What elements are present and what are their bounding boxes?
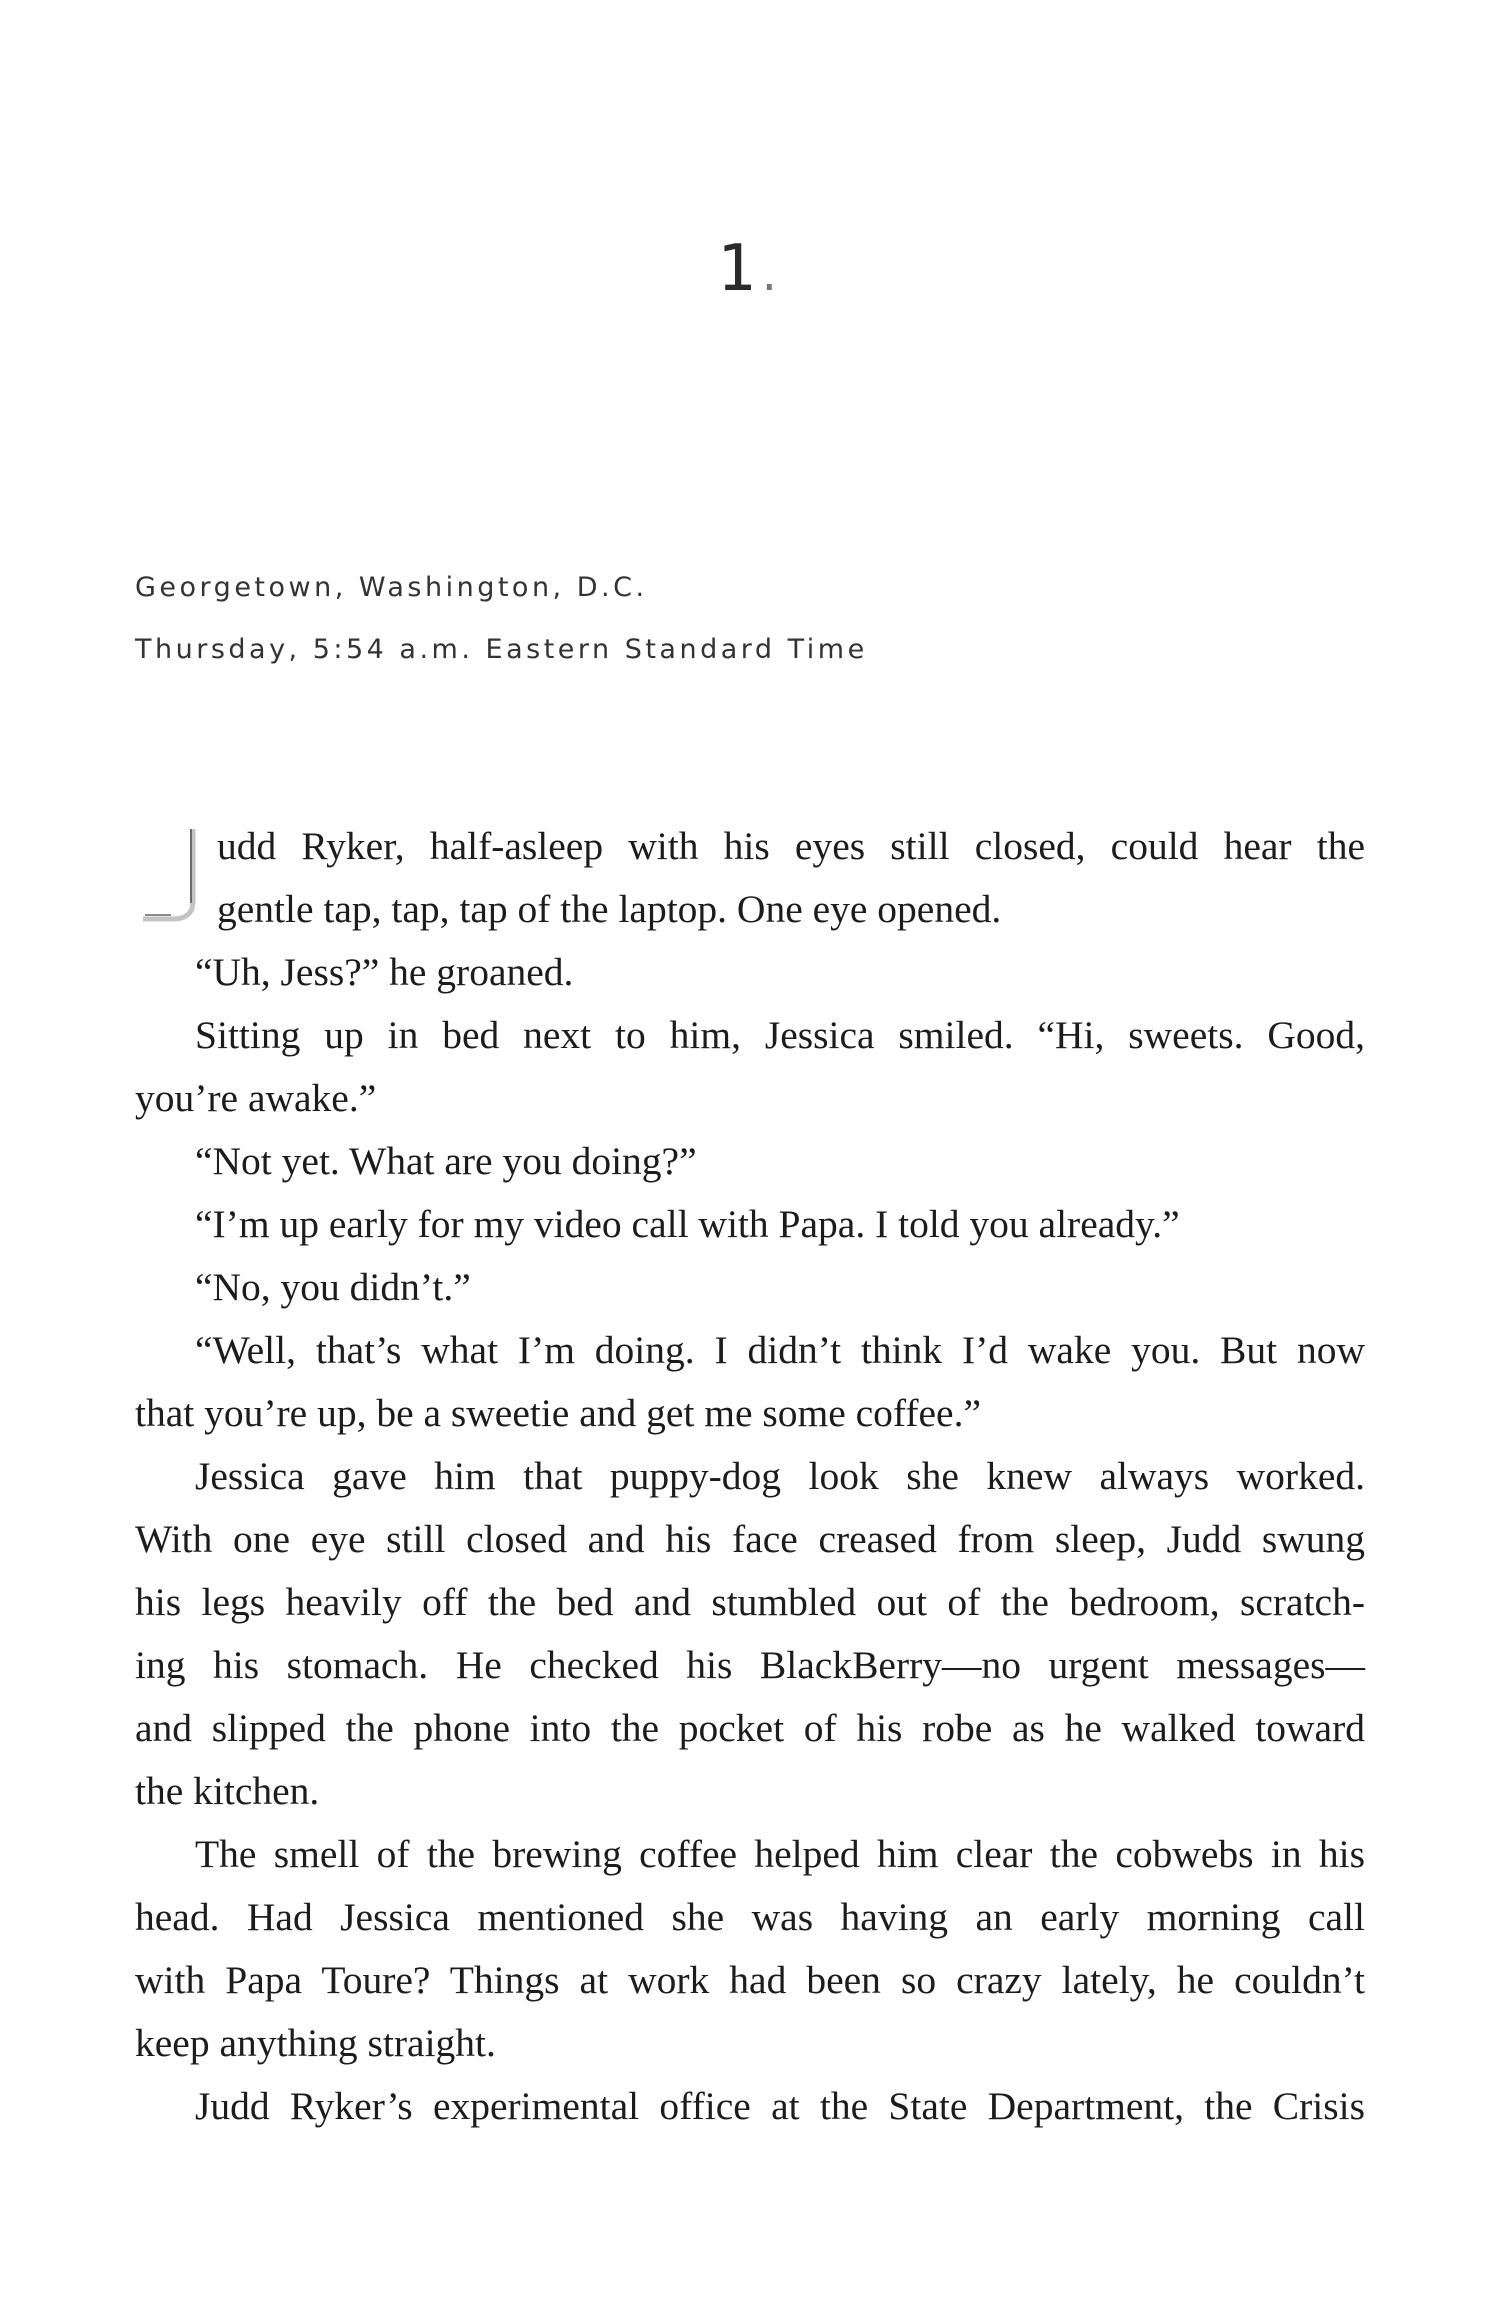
text-line: “Not yet. What are you doing?” bbox=[195, 1139, 697, 1183]
location-line: Georgetown, Washington, D.C. bbox=[135, 572, 648, 603]
text-line: udd Ryker, half-asleep with his eyes still closed, could hear the bbox=[217, 824, 1365, 868]
text-line: Judd Ryker’s experimental office at the State Department, the Crisis bbox=[195, 2084, 1365, 2128]
text-line: gentle tap, tap, tap of the laptop. One eye opened. bbox=[217, 887, 1002, 931]
text-line: “Well, that’s what I’m doing. I didn’t think I’d wake you. But now bbox=[195, 1328, 1365, 1372]
chapter-number-dot: . bbox=[757, 254, 784, 300]
drop-cap-j bbox=[135, 825, 213, 925]
text-line: with Papa Toure? Things at work had been so crazy lately, he couldn’t bbox=[135, 1958, 1365, 2002]
text-line: his legs heavily off the bed and stumbled out of the bedroom, scratch- bbox=[135, 1580, 1365, 1624]
text-line: the kitchen. bbox=[135, 1769, 320, 1813]
text-line: you’re awake.” bbox=[135, 1076, 377, 1120]
datetime-line: Thursday, 5:54 a.m. Eastern Standard Time bbox=[135, 634, 868, 665]
text-line: “I’m up early for my video call with Papa. I told you already.” bbox=[195, 1202, 1180, 1246]
text-line: “Uh, Jess?” he groaned. bbox=[195, 950, 574, 994]
text-line: Jessica gave him that puppy-dog look she knew always worked. bbox=[195, 1454, 1365, 1498]
text-line: “No, you didn’t.” bbox=[195, 1265, 471, 1309]
text-line: head. Had Jessica mentioned she was having an early morning call bbox=[135, 1895, 1365, 1939]
text-line: keep anything straight. bbox=[135, 2021, 496, 2065]
text-line: ing his stomach. He checked his BlackBerry—no urgent messages— bbox=[135, 1643, 1365, 1687]
text-line: that you’re up, be a sweetie and get me some coffee.” bbox=[135, 1391, 981, 1435]
body-text bbox=[135, 815, 1365, 2138]
text-line: Sitting up in bed next to him, Jessica smiled. “Hi, sweets. Good, bbox=[195, 1013, 1365, 1057]
chapter-number bbox=[0, 232, 1500, 306]
text-line: With one eye still closed and his face creased from sleep, Judd swung bbox=[135, 1517, 1365, 1561]
text-line: and slipped the phone into the pocket of his robe as he walked toward bbox=[135, 1706, 1365, 1750]
chapter-number-digit: 1 bbox=[716, 232, 758, 306]
text-line: The smell of the brewing coffee helped him clear the cobwebs in his bbox=[195, 1832, 1365, 1876]
